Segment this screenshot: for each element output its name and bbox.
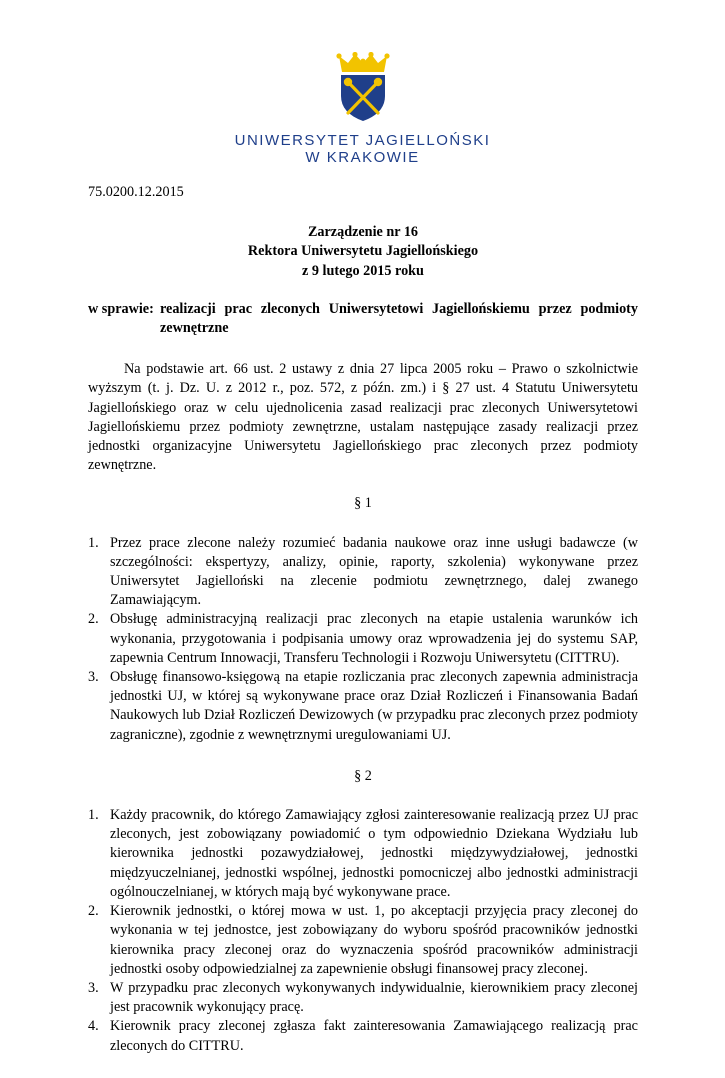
document-body: [88, 183, 638, 1078]
list-item-number: 4.: [88, 1018, 99, 1035]
list-item: [88, 668, 638, 745]
subject-text: realizacji prac zleconych Uniwersytetowi Jagiellońskiemu przez podmioty zewnętrzne: [160, 300, 638, 337]
list-item: [88, 979, 638, 1017]
list-item: [88, 610, 638, 668]
section-heading-2: § 2: [354, 767, 372, 784]
university-name-line1: UNIWERSYTET JAGIELLOŃSKI: [234, 132, 491, 149]
list-item-text: Obsługę administracyjną realizacji prac zleconych na etapie ustalenia warunków ich wykonania, przygotowania i podpisania umowy oraz wprowadzenia jej do systemu SAP, zapewnia Centrum Innowacji, Transferu Technologii i Rozwoju Uniwersytetu (CITTRU).: [110, 611, 638, 666]
title-line-1: Zarządzenie nr 16: [307, 224, 419, 241]
list-item-number: 1.: [88, 807, 99, 824]
list-item-number: 3.: [88, 979, 99, 996]
list-item-text: Kierownik jednostki, o której mowa w ust. 1, po akceptacji przyjęcia pracy zleconej do wykonania w tej jednostce, jest zobowiązany do wyboru spośród pracowników jednostki kierownika pracy zleconej oraz do wyznaczenia spośród pracowników administracji jednostki osoby odpowiedzialnej za zapewnienie obsługi finansowej pracy zleconej.: [110, 903, 638, 977]
list-item-text: W przypadku prac zleconych wykonywanych indywidualnie, kierownikiem pracy zleconej jest pracownik wykonujący pracę.: [110, 979, 638, 1016]
list-item-number: 2.: [88, 903, 99, 920]
list-item-text: Kierownik pracy zleconej zgłasza fakt zainteresowania Zamawiającego realizacją prac zleconych do CITTRU.: [110, 1018, 638, 1054]
title-line-3: z 9 lutego 2015 roku: [302, 262, 424, 279]
section-2-list: [88, 806, 638, 1056]
legal-basis-paragraph: Na podstawie art. 66 ust. 2 ustawy z dnia 27 lipca 2005 roku – Prawo o szkolnictwie wyższym (t. j. Dz. U. z 2012 r., poz. 572, z późn. zm.) i § 27 ust. 4 Statutu Uniwersytetu Jagiellońskiego oraz w celu ujednolicenia zasad realizacji prac zleconych Uniwersytetowi Jagiellońskiemu przez podmioty zewnętrzne, ustalam następujące zasady realizacji przez jednostki organizacyjne Uniwersytetu Jagiellońskiego prac zleconych przez podmioty zewnętrzne.: [88, 361, 638, 474]
list-item: [88, 902, 638, 979]
document-title: [88, 223, 638, 281]
university-logo: [0, 52, 725, 166]
section-heading-1: § 1: [354, 495, 372, 512]
list-item-number: 3.: [88, 669, 99, 686]
section-1-list: [88, 534, 638, 745]
list-item-text: Obsługę finansowo-księgową na etapie rozliczania prac zleconych zapewnia administracja jednostki UJ, w której są wykonywane prace oraz Dział Rozliczeń i Finansowania Badań Naukowych lub Dział Rozliczeń Dewizowych (w przypadku prac zleconych przez podmioty zagraniczne), zgodnie z wewnętrznymi uregulowaniami UJ.: [110, 669, 638, 743]
document-subject: [88, 300, 638, 338]
list-item-number: 1.: [88, 534, 99, 551]
list-item-text: Przez prace zlecone należy rozumieć badania naukowe oraz inne usługi badawcze (w szczególności: ekspertyzy, analizy, opinie, raporty, szkolenia) wykonywane przez Uniwersytet Jagielloński na zlecenie podmiotu zewnętrznego, dalej zwanego Zamawiającym.: [110, 534, 638, 609]
list-item: [88, 534, 638, 611]
document-number: 75.0200.12.2015: [88, 184, 184, 200]
list-item: [88, 1017, 638, 1055]
list-item-number: 2.: [88, 611, 99, 628]
crest-icon: [335, 52, 391, 122]
list-item: [88, 806, 638, 902]
title-line-2: Rektora Uniwersytetu Jagiellońskiego: [247, 243, 479, 260]
list-item-text: Każdy pracownik, do którego Zamawiający zgłosi zainteresowanie realizacją przez UJ prac zleconych, jest zobowiązany powiadomić o tym odpowiednio Dziekana Wydziału lub kierownika jednostki pozawydziałowej, jednostki międzywydziałowej, jednostki międzyuczelnianej, jednostki wspólnej, jednostki pomocniczej albo jednostki administracji ogólnouczelnianej, w których mają być wykonywane prace.: [110, 807, 638, 900]
subject-label: w sprawie:: [88, 300, 154, 317]
university-name-line2: W KRAKOWIE: [305, 149, 420, 166]
